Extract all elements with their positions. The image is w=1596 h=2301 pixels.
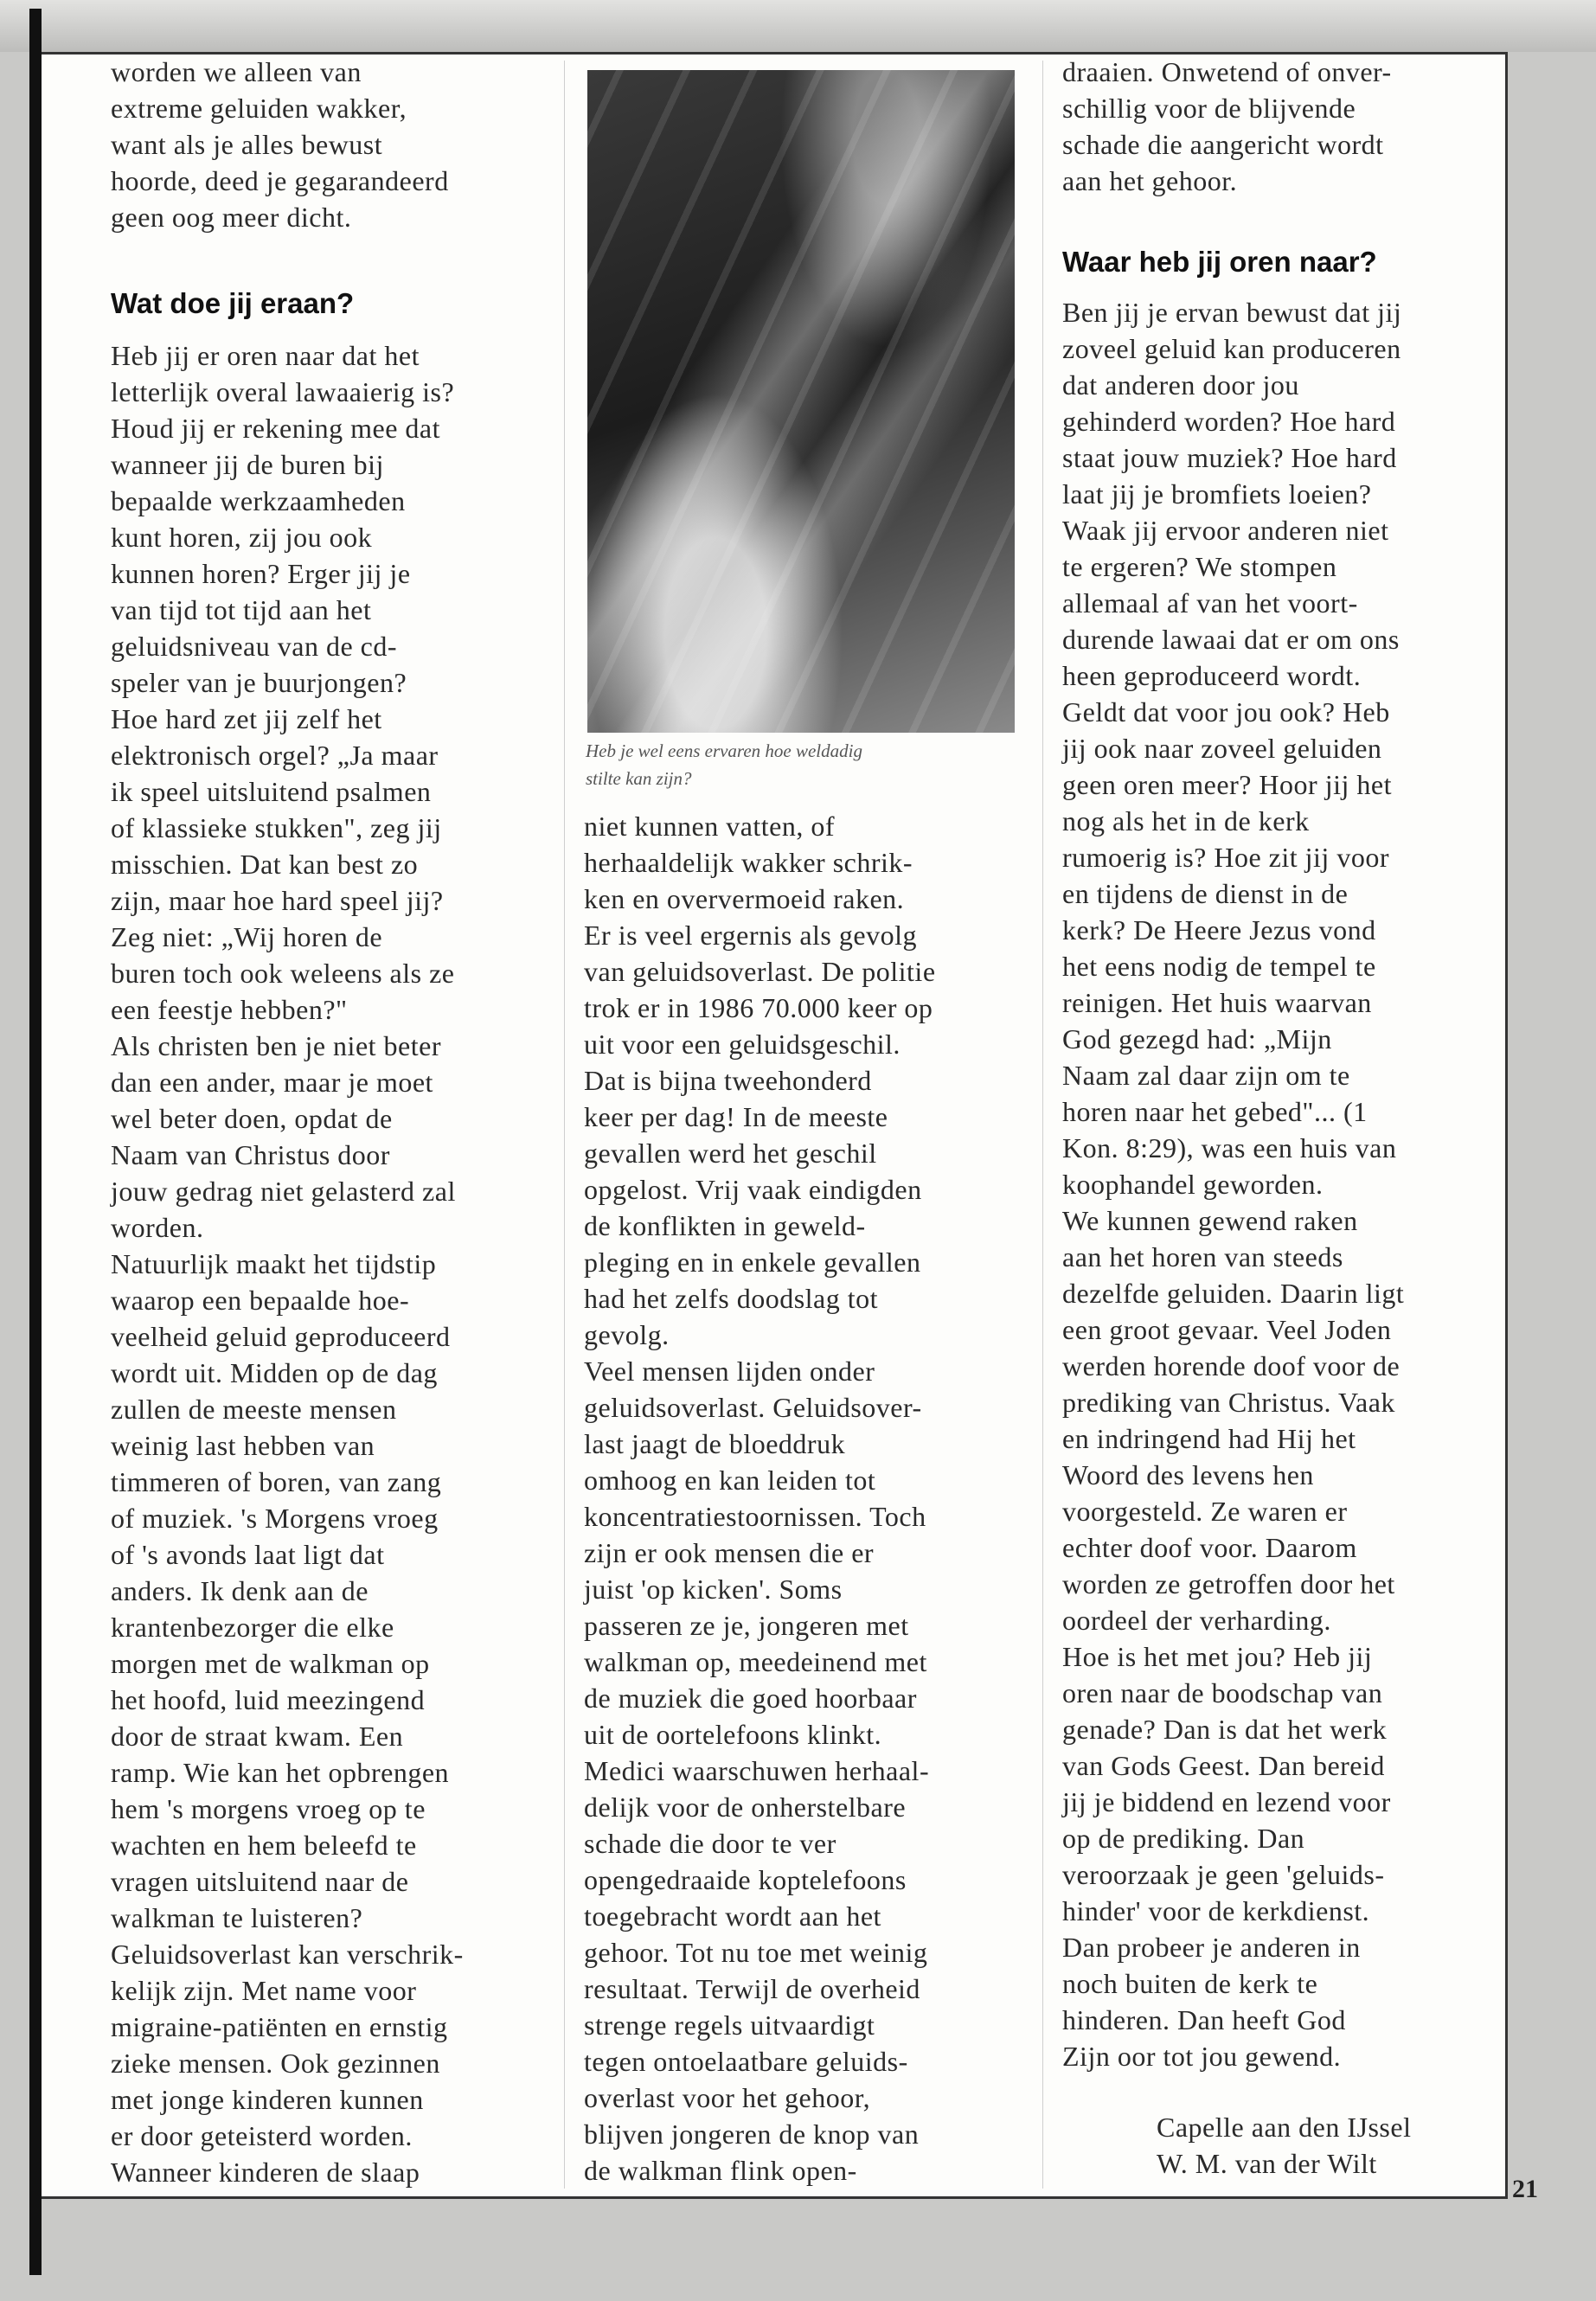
text-line: zieke mensen. Ook gezinnen xyxy=(111,2048,440,2079)
text-line: schillig voor de blijvende xyxy=(1062,93,1356,124)
text-line: kelijk zijn. Met name voor xyxy=(111,1975,417,2006)
text-line: het eens nodig de tempel te xyxy=(1062,951,1376,982)
text-line: geluidsniveau van de cd- xyxy=(111,631,397,662)
signature xyxy=(1157,2109,1411,2182)
column-divider xyxy=(564,61,565,2189)
page-number: 21 xyxy=(1512,2175,1538,2203)
text-line: of 's avonds laat ligt dat xyxy=(111,1539,385,1570)
text-line: dat anderen door jou xyxy=(1062,369,1299,401)
text-line: de konflikten in geweld- xyxy=(584,1210,866,1241)
text-line: opgelost. Vrij vaak eindigden xyxy=(584,1174,922,1205)
text-line: bepaalde werkzaamheden xyxy=(111,485,406,516)
text-line: veelheid geluid geproduceerd xyxy=(111,1321,451,1352)
text-line: en indringend had Hij het xyxy=(1062,1423,1356,1454)
text-line: de walkman flink open- xyxy=(584,2155,857,2186)
paragraph xyxy=(111,54,464,235)
text-line: Veel mensen lijden onder xyxy=(584,1356,875,1387)
text-line: durende lawaai dat er om ons xyxy=(1062,624,1400,655)
text-line: schade die door te ver xyxy=(584,1828,836,1859)
text-line: draaien. Onwetend of onver- xyxy=(1062,56,1392,87)
text-line: vragen uitsluitend naar de xyxy=(111,1866,409,1897)
text-line: kerk? De Heere Jezus vond xyxy=(1062,914,1376,945)
text-line: ramp. Wie kan het opbrengen xyxy=(111,1757,450,1788)
text-line: uit de oortelefoons klinkt. xyxy=(584,1719,882,1750)
text-line: hinder' voor de kerkdienst. xyxy=(1062,1895,1370,1926)
text-line: genade? Dan is dat het werk xyxy=(1062,1714,1388,1745)
text-line: God gezegd had: „Mijn xyxy=(1062,1023,1332,1054)
text-line: allemaal af van het voort- xyxy=(1062,587,1358,619)
text-line: weinig last hebben van xyxy=(111,1430,375,1461)
text-line: te ergeren? We stompen xyxy=(1062,551,1337,582)
text-line: kunnen horen? Erger jij je xyxy=(111,558,411,589)
text-line: Geldt dat voor jou ook? Heb xyxy=(1062,696,1390,727)
text-line: Waak jij ervoor anderen niet xyxy=(1062,515,1389,546)
text-line: Zeg niet: „Wij horen de xyxy=(111,921,383,952)
text-line: gehinderd worden? Hoe hard xyxy=(1062,406,1396,437)
text-line: blijven jongeren de knop van xyxy=(584,2118,920,2150)
text-line: noch buiten de kerk te xyxy=(1062,1968,1318,1999)
text-line: geluidsoverlast. Geluidsover- xyxy=(584,1392,922,1423)
paragraph xyxy=(1062,294,1404,2074)
text-line: buren toch ook weleens als ze xyxy=(111,958,455,989)
text-line: een groot gevaar. Veel Joden xyxy=(1062,1314,1392,1345)
text-line: zullen de meeste mensen xyxy=(111,1394,397,1425)
text-line: Medici waarschuwen herhaal- xyxy=(584,1755,930,1786)
text-line: Houd jij er rekening mee dat xyxy=(111,413,440,444)
text-line: veroorzaak je geen 'geluids- xyxy=(1062,1859,1385,1890)
text-line: worden. xyxy=(111,1212,204,1243)
caption-line: Heb je wel eens ervaren hoe weldadig xyxy=(586,740,862,761)
text-line: Dat is bijna tweehonderd xyxy=(584,1065,872,1096)
text-line: hoorde, deed je gegarandeerd xyxy=(111,165,449,196)
text-line: koophandel geworden. xyxy=(1062,1169,1324,1200)
forest-sunrays-photo xyxy=(587,70,1015,733)
text-line: van tijd tot tijd aan het xyxy=(111,594,372,625)
text-line: Dan probeer je anderen in xyxy=(1062,1932,1361,1963)
text-line: echter doof voor. Daarom xyxy=(1062,1532,1357,1563)
text-line: passeren ze je, jongeren met xyxy=(584,1610,909,1641)
text-line: Hoe is het met jou? Heb jij xyxy=(1062,1641,1373,1672)
text-line: overlast voor het gehoor, xyxy=(584,2082,871,2113)
text-line: pleging en in enkele gevallen xyxy=(584,1247,921,1278)
text-line: heen geproduceerd wordt. xyxy=(1062,660,1362,691)
section-heading: Waar heb jij oren naar? xyxy=(1062,246,1377,278)
text-line: ken en oververmoeid raken. xyxy=(584,883,905,914)
text-line: elektronisch orgel? „Ja maar xyxy=(111,740,439,771)
text-line: rumoerig is? Hoe zit jij voor xyxy=(1062,842,1389,873)
text-line: een feestje hebben?" xyxy=(111,994,348,1025)
text-line: geen oog meer dicht. xyxy=(111,202,352,233)
text-line: worden we alleen van xyxy=(111,56,362,87)
text-line: koncentratiestoornissen. Toch xyxy=(584,1501,926,1532)
text-line: Geluidsoverlast kan verschrik- xyxy=(111,1939,464,1970)
text-line: het hoofd, luid meezingend xyxy=(111,1684,426,1715)
text-line: van Gods Geest. Dan bereid xyxy=(1062,1750,1385,1781)
text-line: laat jij je bromfiets loeien? xyxy=(1062,478,1372,510)
text-line: resultaat. Terwijl de overheid xyxy=(584,1973,920,2004)
text-line: van geluidsoverlast. De politie xyxy=(584,956,936,987)
text-line: We kunnen gewend raken xyxy=(1062,1205,1358,1236)
text-line: Heb jij er oren naar dat het xyxy=(111,340,420,371)
text-line: zijn er ook mensen die er xyxy=(584,1537,875,1568)
text-line: tegen ontoelaatbare geluids- xyxy=(584,2046,908,2077)
text-line: toegebracht wordt aan het xyxy=(584,1900,881,1932)
text-line: en tijdens de dienst in de xyxy=(1062,878,1349,909)
text-line: walkman op, meedeinend met xyxy=(584,1646,927,1677)
text-line: walkman te luisteren? xyxy=(111,1902,363,1933)
text-line: krantenbezorger die elke xyxy=(111,1612,394,1643)
text-line: Als christen ben je niet beter xyxy=(111,1030,441,1061)
text-line: opengedraaide koptelefoons xyxy=(584,1864,907,1895)
text-line: dezelfde geluiden. Daarin ligt xyxy=(1062,1278,1405,1309)
text-line: door de straat kwam. Een xyxy=(111,1721,404,1752)
text-line: timmeren of boren, van zang xyxy=(111,1466,442,1497)
text-line: Hoe hard zet jij zelf het xyxy=(111,703,382,734)
text-line: aan het gehoor. xyxy=(1062,165,1238,196)
text-line: wel beter doen, opdat de xyxy=(111,1103,393,1134)
text-line: trok er in 1986 70.000 keer op xyxy=(584,992,933,1023)
text-line: Wanneer kinderen de slaap xyxy=(111,2157,420,2188)
text-line: geen oren meer? Hoor jij het xyxy=(1062,769,1392,800)
text-line: oordeel der verharding. xyxy=(1062,1605,1331,1636)
text-line: prediking van Christus. Vaak xyxy=(1062,1387,1395,1418)
text-line: Zijn oor tot jou gewend. xyxy=(1062,2041,1342,2072)
text-line: gevolg. xyxy=(584,1319,670,1350)
text-line: zijn, maar hoe hard speel jij? xyxy=(111,885,444,916)
text-line: strenge regels uitvaardigt xyxy=(584,2009,875,2041)
text-line: last jaagt de bloeddruk xyxy=(584,1428,846,1459)
text-line: wachten en hem beleefd te xyxy=(111,1830,417,1861)
text-line: Er is veel ergernis als gevolg xyxy=(584,920,917,951)
text-line: uit voor een geluidsgeschil. xyxy=(584,1029,901,1060)
paragraph xyxy=(111,337,464,2190)
text-line: wordt uit. Midden op de dag xyxy=(111,1357,438,1388)
text-line: hem 's morgens vroeg op te xyxy=(111,1793,426,1824)
text-line: had het zelfs doodslag tot xyxy=(584,1283,879,1314)
text-line: schade die aangericht wordt xyxy=(1062,129,1384,160)
signature-author: W. M. van der Wilt xyxy=(1157,2148,1377,2179)
text-line: jij je biddend en lezend voor xyxy=(1062,1786,1391,1817)
text-line: reinigen. Het huis waarvan xyxy=(1062,987,1372,1018)
text-line: er door geteisterd worden. xyxy=(111,2120,413,2151)
text-line: voorgesteld. Ze waren er xyxy=(1062,1496,1348,1527)
text-line: keer per dag! In de meeste xyxy=(584,1101,888,1132)
text-line: of klassieke stukken", zeg jij xyxy=(111,812,442,843)
text-line: Naam zal daar zijn om te xyxy=(1062,1060,1350,1091)
text-line: anders. Ik denk aan de xyxy=(111,1575,369,1606)
text-line: zoveel geluid kan produceren xyxy=(1062,333,1401,364)
scan-top-margin xyxy=(0,0,1596,52)
text-line: migraine-patiënten en ernstig xyxy=(111,2011,448,2042)
text-line: ik speel uitsluitend psalmen xyxy=(111,776,432,807)
text-line: kunt horen, zij jou ook xyxy=(111,522,373,553)
text-line: jouw gedrag niet gelasterd zal xyxy=(111,1176,456,1207)
text-line: Woord des levens hen xyxy=(1062,1459,1314,1490)
text-line: omhoog en kan leiden tot xyxy=(584,1465,876,1496)
column-divider xyxy=(1042,61,1043,2189)
text-line: morgen met de walkman op xyxy=(111,1648,430,1679)
text-line: nog als het in de kerk xyxy=(1062,805,1310,836)
text-line: met jonge kinderen kunnen xyxy=(111,2084,424,2115)
paragraph xyxy=(1062,54,1404,199)
text-line: werden horende doof voor de xyxy=(1062,1350,1401,1381)
text-line: de muziek die goed hoorbaar xyxy=(584,1682,917,1714)
text-line: wanneer jij de buren bij xyxy=(111,449,384,480)
text-line: aan het horen van steeds xyxy=(1062,1241,1343,1272)
text-line: jij ook naar zoveel geluiden xyxy=(1062,733,1382,764)
section-heading: Wat doe jij eraan? xyxy=(111,287,355,319)
light-rays xyxy=(587,70,1015,733)
text-line: gevallen werd het geschil xyxy=(584,1138,877,1169)
text-line: oren naar de boodschap van xyxy=(1062,1677,1383,1708)
signature-place: Capelle aan den IJssel xyxy=(1157,2112,1412,2143)
text-line: worden ze getroffen door het xyxy=(1062,1568,1395,1599)
text-column-1 xyxy=(111,54,464,2190)
text-line: misschien. Dat kan best zo xyxy=(111,849,419,880)
text-line: want als je alles bewust xyxy=(111,129,383,160)
text-line: Ben jij je ervan bewust dat jij xyxy=(1062,297,1402,328)
paragraph xyxy=(584,808,936,2189)
text-line: op de prediking. Dan xyxy=(1062,1823,1305,1854)
text-line: waarop een bepaalde hoe- xyxy=(111,1285,410,1316)
text-line: niet kunnen vatten, of xyxy=(584,811,836,842)
text-line: horen naar het gebed"... (1 xyxy=(1062,1096,1368,1127)
text-column-2 xyxy=(584,808,936,2189)
text-line: delijk voor de onherstelbare xyxy=(584,1791,907,1823)
text-line: Kon. 8:29), was een huis van xyxy=(1062,1132,1397,1163)
text-column-3 xyxy=(1062,54,1404,2074)
text-line: juist 'op kicken'. Soms xyxy=(584,1574,843,1605)
text-line: herhaaldelijk wakker schrik- xyxy=(584,847,913,878)
text-line: gehoor. Tot nu toe met weinig xyxy=(584,1937,928,1968)
text-line: hinderen. Dan heeft God xyxy=(1062,2004,1346,2035)
text-line: letterlijk overal lawaaierig is? xyxy=(111,376,455,407)
text-line: extreme geluiden wakker, xyxy=(111,93,407,124)
scan-binding-edge xyxy=(29,9,42,2275)
text-line: Naam van Christus door xyxy=(111,1139,390,1170)
text-line: Natuurlijk maakt het tijdstip xyxy=(111,1248,437,1279)
text-line: staat jouw muziek? Hoe hard xyxy=(1062,442,1397,473)
photo-caption xyxy=(586,737,862,792)
caption-line: stilte kan zijn? xyxy=(586,768,692,789)
text-line: dan een ander, maar je moet xyxy=(111,1067,433,1098)
text-line: speler van je buurjongen? xyxy=(111,667,407,698)
text-line: of muziek. 's Morgens vroeg xyxy=(111,1503,439,1534)
